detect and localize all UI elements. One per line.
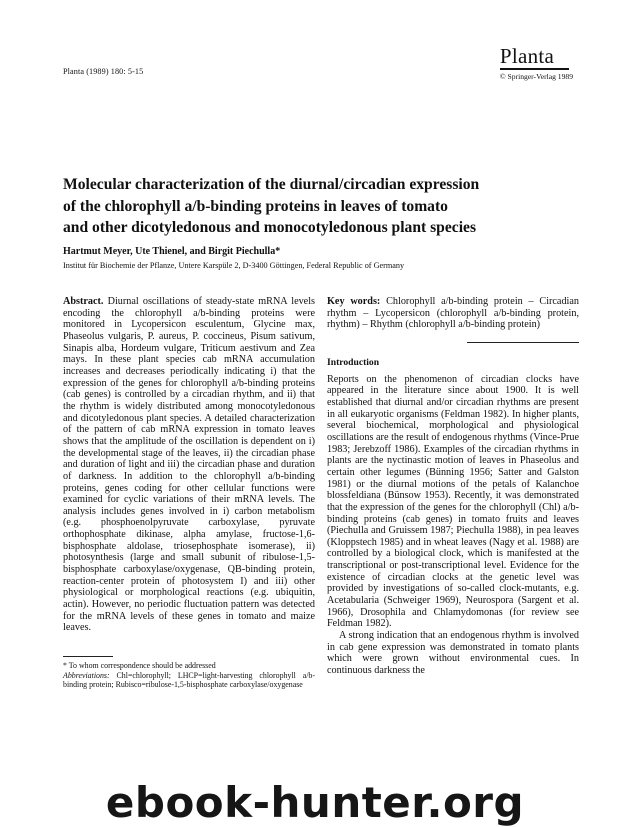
introduction-paragraph: Reports on the phenomenon of circadian clocks have appeared in the literature since about 1900. It is well established that diurnal and/or circadian rhythms are present in all eukaryotic organisms (Feldman 1982). In higher plants, several biochemical, morphological and physiological oscillations are the result of endogenous rhythms (Vince-Prue 1983; Jerebzoff 1986). Examples of the circadian rhythms in plants are the nyctinastic motion of leaves in Phaseolus and certain other legumes (Bünning 1956; Satter and Galston 1981) or the diurnal motions of the petals of Kalanchoe blossfeldiana (Bünsow 1953). Recently, it was demonstrated that the expression of the genes for the chlorophyll (Chl) a/b-binding proteins (cab genes) in tomato fruits and leaves (Piechulla and Gruissem 1987; Piechulla 1988), in pea leaves (Kloppstech 1985) and in wheat leaves (Nagy et al. 1988) are controlled by a biological clock, which is manifested at the transcriptional or post-transcriptional level. Evidence for the existence of circadian clocks at the genetic level was provided by investigations of so-called clock-mutants, e.g. Acetabularia (Schweiger 1969), Neurospora (Sargent et al. 1966), Drosophila and Chlamydomonas (for review see Feldman 1982). [327, 373, 579, 630]
title-line: and other dicotyledonous and monocotyledonous plant species [63, 219, 477, 236]
article-title [63, 174, 583, 239]
journal-citation: Planta (1989) 180: 5-15 [63, 67, 144, 76]
section-divider [467, 342, 579, 343]
affiliation: Institut für Biochemie der Pflanze, Untere Karspüle 2, D-3400 Göttingen, Federal Republic of Germany [63, 261, 405, 270]
footnotes [63, 661, 315, 690]
title-line: of the chlorophyll a/b-binding proteins in leaves of tomato [63, 197, 448, 215]
copyright-notice: © Springer-Verlag 1989 [499, 71, 573, 81]
left-column [63, 296, 315, 634]
introduction-paragraph: A strong indication that an endogenous rhythm is involved in cab gene expression was demonstrated in tomato plants which were grown without environmental cues. In continuous darkness the [327, 630, 579, 677]
abbreviations-footnote [63, 671, 315, 690]
abstract-label: Abstract. [63, 296, 104, 307]
keywords-text: Chlorophyll a/b-binding protein – Circadian rhythm – Lycopersicon (chlorophyll a/b-binding protein, rhythm) – Rhythm (chlorophyll a/b-binding protein) [327, 296, 579, 331]
keywords [327, 296, 579, 331]
logo-divider [500, 68, 569, 70]
title-line: Molecular characterization of the diurnal/circadian expression [63, 176, 480, 193]
right-column [327, 296, 579, 677]
abstract [63, 296, 315, 634]
journal-logo [500, 46, 573, 81]
abbreviations-text: Chl=chlorophyll; LHCP=light-harvesting chlorophyll a/b-binding protein; Rubisco=ribulose-1,5-bisphosphate carboxylase/oxygenase [63, 670, 315, 690]
journal-name: Planta [499, 44, 555, 68]
author-list: Hartmut Meyer, Ute Thienel, and Birgit Piechulla* [63, 246, 281, 257]
introduction-heading: Introduction [327, 356, 380, 368]
abbreviations-label: Abbreviations: [63, 670, 110, 680]
watermark: ebook-hunter.org [105, 778, 525, 827]
keywords-label: Key words: [327, 296, 381, 307]
footnote-divider [63, 656, 113, 657]
abstract-text: Diurnal oscillations of steady-state mRNA levels encoding the chlorophyll a/b-binding proteins were monitored in Lycopersicon esculentum, Glycine max, Phaseolus vulgaris, P. aureus, P. coccineus, Pisum sativum, Sinapis alba, Hordeum vulgare, Triticum aestivum and Zea mays. In these plant species cab mRNA accumulation increases and decreases periodically indicating i) that the expression of the genes for chlorophyll a/b-binding proteins (cab genes) is controlled by a circadian rhythm, and ii) that the rhythm is widely distributed among monocotyledonous and dicotyledonous plant species. A detailed characterization of the pattern of cab mRNA expression in tomato leaves shows that the amplitude of the oscillation is dependent on i) the developmental stage of the leaves, ii) the circadian phase and duration of light and iii) the circadian phase and duration of darkness. In addition to the chlorophyll a/b-binding proteins, genes coding for other cellular functions were examined for cyclic variations of their mRNA levels. The analysis includes genes involved in i) carbon metabolism (e.g. phosphoenolpyruvate carboxylase, pyruvate orthophosphate dikinase, alpha amylase, fructose-1,6-bisphosphate aldolase, triosephosphate isomerase), ii) photosynthesis (large and small subunit of ribulose-1,5-bisphosphate carboxylase/oxygenase, QB-binding protein, reaction-center protein of photosystem I) and iii) other physiological or morphological reactions (e.g. ubiquitin, actin). However, no periodic fluctuation pattern was detected for the mRNA levels of these genes in tomato and maize leaves. [63, 296, 315, 634]
correspondence-footnote: * To whom correspondence should be addressed [63, 661, 216, 670]
